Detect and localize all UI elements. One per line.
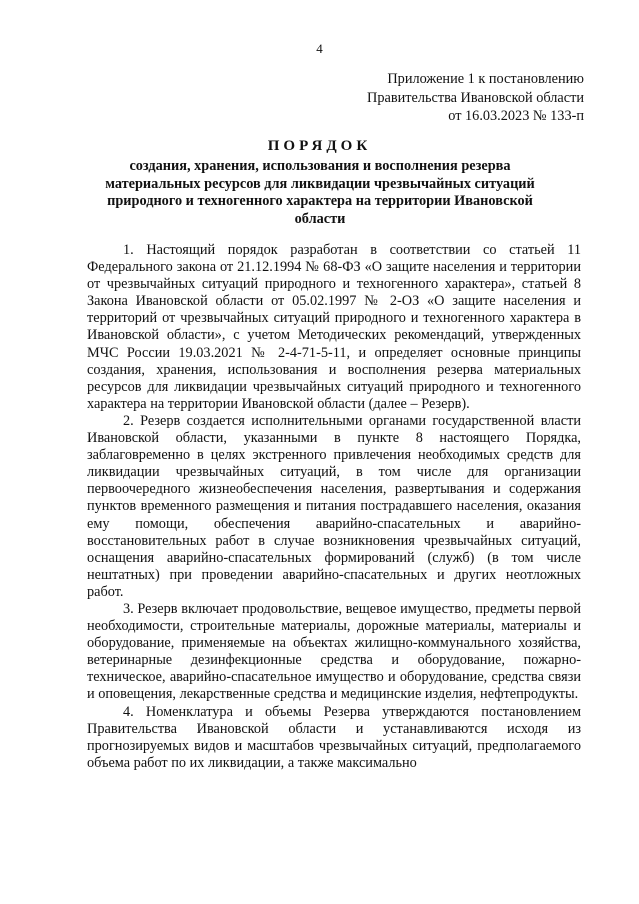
document-body (87, 242, 581, 772)
page-number: 4 (316, 41, 323, 56)
paragraph-2: 2. Резерв создается исполнительными органами государственной власти Ивановской области, указанными в пункте 8 настоящего Порядка, заблаговременно в целях экстренного привлечения необходимых средств для ликвидации чрезвычайных ситуаций, в том числе для организации первоочередного жизнеобеспечения населения, развертывания и содержания пунктов временного размещения и питания пострадавшего населения, оказания ему помощи, обеспечения аварийно-спасательных и аварийно-восстановительных работ в случае возникновения чрезвычайных ситуаций, оснащения аварийно-спасательных формирований (служб) (в том числе нештатных) при проведении аварийно-спасательных и других неотложных работ. (87, 412, 581, 600)
document-title: ПОРЯДОК (267, 138, 372, 154)
document-subtitle: создания, хранения, использования и восполнения резерва материальных ресурсов для ликвидации чрезвычайных ситуаций природного и техногенного характера на территории Ивановской области (105, 158, 535, 227)
appendix-line-1: Приложение 1 к постановлению (387, 71, 584, 87)
appendix-line-2: Правительства Ивановской области (367, 89, 584, 106)
paragraph-4: 4. Номенклатура и объемы Резерва утверждаются постановлением Правительства Ивановской области и устанавливаются исходя из прогнозируемых видов и масштабов чрезвычайных ситуаций, предполагаемого объема работ по их ликвидации, а также максимально (87, 703, 581, 771)
paragraph-3: 3. Резерв включает продовольствие, вещевое имущество, предметы первой необходимости, строительные материалы, дорожные материалы, материалы и оборудование, применяемые на объектах жилищно-коммунального хозяйства, ветеринарные дезинфекционные средства и оборудование, пожарно-техническое, аварийно-спасательное имущество и оборудование, средства связи и оповещения, лекарственные средства и медицинские изделия, нефтепродукты. (87, 600, 581, 703)
appendix-header (367, 70, 584, 126)
appendix-line-3: от 16.03.2023 № 133-п (448, 108, 584, 124)
paragraph-1: 1. Настоящий порядок разработан в соответствии со статьей 11 Федерального закона от 21.12.1994 № 68-ФЗ «О защите населения и территории от чрезвычайных ситуаций природного и техногенного характера», статьей 8 Закона Ивановской области от 05.02.1997 № 2-ОЗ «О защите населения и территорий от чрезвычайных ситуаций природного и техногенного характера в Ивановской области», с учетом Методических рекомендаций, утвержденных МЧС России 19.03.2021 № 2-4-71-5-11, и определяет основные принципы создания, хранения, использования и восполнения резерва материальных ресурсов для ликвидации чрезвычайных ситуаций природного и техногенного характера на территории Ивановской области (далее – Резерв). (87, 242, 581, 412)
